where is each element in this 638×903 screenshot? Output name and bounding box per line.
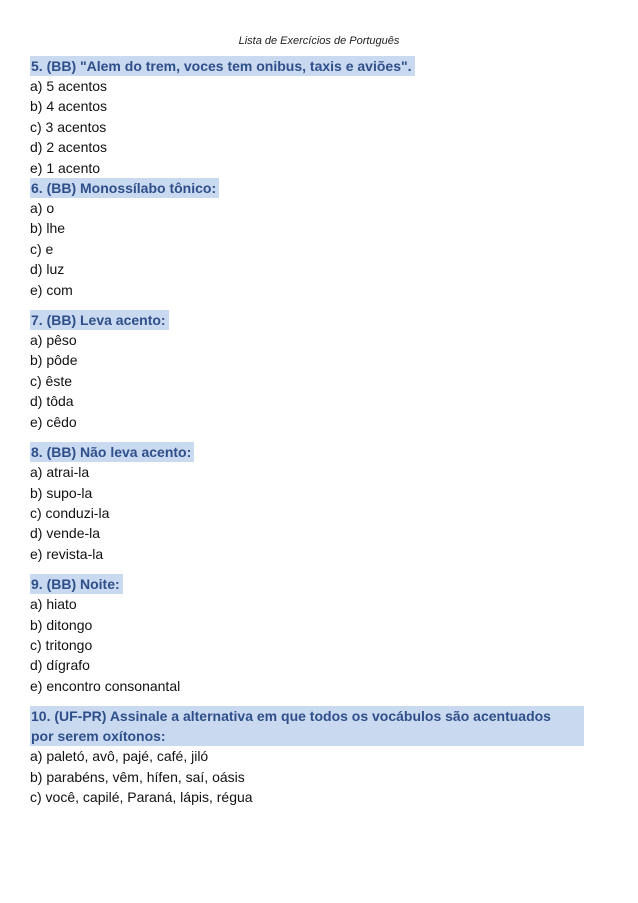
- option-e: e) com: [30, 281, 73, 298]
- question-title: 9. (BB) Noite:: [30, 574, 123, 594]
- option-a: a) hiato: [30, 596, 77, 613]
- option-d: d) tôda: [30, 393, 74, 410]
- question-10: [30, 706, 585, 807]
- question-title: 5. (BB) "Alem do trem, voces tem onibus, taxis e aviões".: [30, 56, 415, 76]
- option-b: b) supo-la: [30, 484, 93, 501]
- option-b: b) parabéns, vêm, hífen, saí, oásis: [30, 768, 245, 785]
- option-c: c) êste: [30, 372, 73, 389]
- spacer: [30, 432, 585, 442]
- option-e: e) cêdo: [30, 413, 77, 430]
- question-7: [30, 310, 585, 432]
- option-c: c) tritongo: [30, 636, 93, 653]
- option-d: d) 2 acentos: [30, 139, 108, 156]
- question-5: [30, 56, 585, 178]
- option-c: c) você, capilé, Paraná, lápis, régua: [30, 788, 253, 805]
- option-b: b) lhe: [30, 220, 66, 237]
- question-9: [30, 574, 585, 696]
- option-d: d) luz: [30, 261, 65, 278]
- question-title: 8. (BB) Não leva acento:: [30, 442, 194, 462]
- spacer: [30, 564, 585, 574]
- question-6: [30, 178, 585, 300]
- exercise-list: [30, 56, 585, 807]
- option-a: a) paletó, avô, pajé, café, jiló: [30, 748, 209, 765]
- option-b: b) pôde: [30, 352, 78, 369]
- option-a: a) atrai-la: [30, 464, 90, 481]
- option-d: d) dígrafo: [30, 657, 90, 674]
- question-title: 7. (BB) Leva acento:: [30, 310, 169, 330]
- option-c: c) e: [30, 240, 54, 257]
- spacer: [30, 696, 585, 706]
- option-e: e) encontro consonantal: [30, 677, 181, 694]
- option-c: c) conduzi-la: [30, 504, 110, 521]
- option-b: b) ditongo: [30, 616, 93, 633]
- question-title: 6. (BB) Monossílabo tônico:: [30, 178, 219, 198]
- spacer: [30, 300, 585, 310]
- question-title: 10. (UF-PR) Assinale a alternativa em que todos os vocábulos são acentuados por serem oxítonos:: [30, 706, 584, 746]
- option-b: b) 4 acentos: [30, 98, 108, 115]
- option-e: e) 1 acento: [30, 159, 101, 176]
- option-e: e) revista-la: [30, 545, 104, 562]
- question-8: [30, 442, 585, 564]
- option-d: d) vende-la: [30, 525, 101, 542]
- option-a: a) pêso: [30, 332, 77, 349]
- option-c: c) 3 acentos: [30, 118, 107, 135]
- option-a: a) o: [30, 200, 55, 217]
- page-header: Lista de Exercícios de Português: [238, 35, 400, 47]
- option-a: a) 5 acentos: [30, 78, 108, 94]
